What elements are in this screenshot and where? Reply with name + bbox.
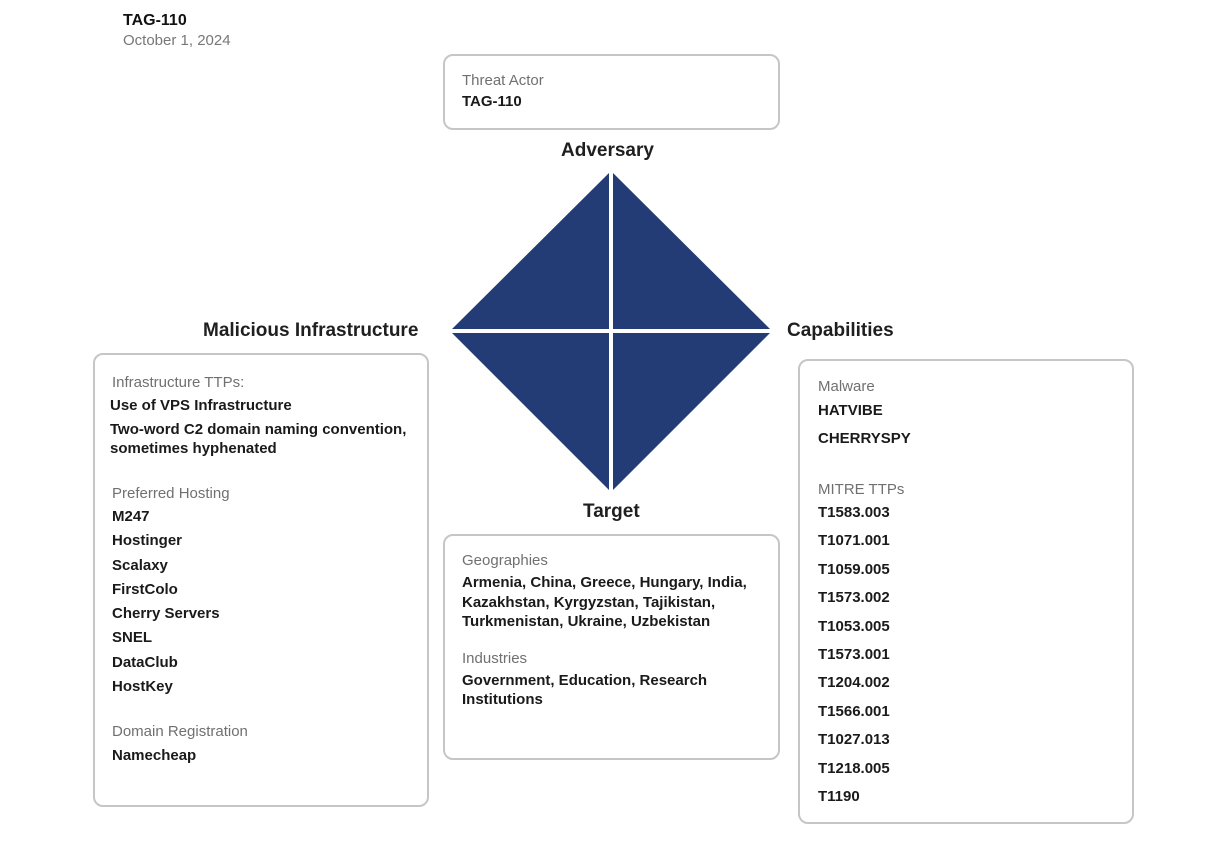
hosting-item: Hostinger — [112, 532, 183, 550]
mitre-ttp-item: T1071.001 — [818, 532, 890, 550]
adversary-card — [443, 54, 780, 130]
capabilities-card — [798, 359, 1134, 824]
hosting-item: SNEL — [112, 629, 153, 647]
mitre-ttps-list — [818, 499, 1122, 811]
vertex-label-target: Target — [583, 501, 640, 522]
threat-actor-label: Threat Actor — [462, 72, 544, 89]
hosting-item: DataClub — [112, 653, 178, 671]
mitre-ttp-item: T1218.005 — [818, 759, 890, 777]
mitre-ttps-label: MITRE TTPs — [818, 481, 905, 498]
geographies-label: Geographies — [462, 552, 548, 569]
report-title: TAG-110 — [123, 12, 187, 29]
preferred-hosting-list — [112, 505, 413, 699]
vertex-label-capabilities: Capabilities — [787, 320, 894, 341]
industries-value: Government, Education, Research Institutions — [462, 671, 708, 708]
mitre-ttp-item: T1027.013 — [818, 731, 890, 749]
mitre-ttp-item: T1583.003 — [818, 504, 890, 521]
mitre-ttp-item: T1053.005 — [818, 617, 890, 635]
vertex-label-adversary: Adversary — [561, 140, 654, 161]
mitre-ttp-item: T1566.001 — [818, 702, 890, 720]
hosting-item: M247 — [112, 508, 150, 525]
domain-registration-value: Namecheap — [112, 747, 197, 765]
mitre-ttp-item: T1204.002 — [818, 674, 890, 692]
infrastructure-card — [93, 353, 429, 807]
preferred-hosting-label: Preferred Hosting — [112, 485, 230, 502]
hosting-item: HostKey — [112, 678, 173, 696]
malware-item: CHERRYSPY — [818, 429, 911, 447]
infrastructure-ttp-item: Use of VPS Infrastructure — [110, 397, 292, 414]
mitre-ttp-item: T1190 — [818, 788, 860, 806]
geographies-value: Armenia, China, Greece, Hungary, India, Kazakhstan, Kyrgyzstan, Tajikistan, Turkmenistan, Ukraine, Uzbekistan — [462, 574, 747, 630]
threat-actor-value: TAG-110 — [462, 93, 522, 110]
vertex-label-infrastructure: Malicious Infrastructure — [203, 320, 419, 341]
target-card — [443, 534, 780, 760]
mitre-ttp-item: T1573.001 — [818, 646, 890, 664]
hosting-item: FirstColo — [112, 580, 178, 598]
mitre-ttp-item: T1059.005 — [818, 560, 890, 578]
infrastructure-ttps-label: Infrastructure TTPs: — [112, 374, 245, 391]
infrastructure-ttp-item: Two-word C2 domain naming convention, sometimes hyphenated — [110, 421, 407, 457]
malware-item: HATVIBE — [818, 402, 883, 419]
hosting-item: Cherry Servers — [112, 605, 220, 623]
mitre-ttp-item: T1573.002 — [818, 589, 890, 607]
domain-registration-label: Domain Registration — [112, 723, 248, 741]
industries-label: Industries — [462, 649, 528, 667]
infrastructure-ttps-list — [112, 396, 413, 458]
report-date: October 1, 2024 — [123, 32, 231, 49]
malware-label: Malware — [818, 378, 875, 395]
malware-list — [818, 397, 1122, 452]
hosting-item: Scalaxy — [112, 556, 168, 574]
